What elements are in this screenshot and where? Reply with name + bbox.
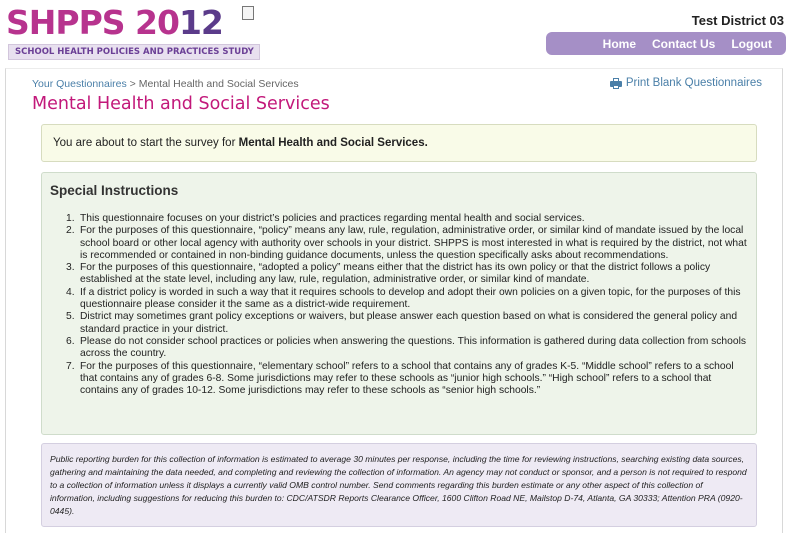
instruction-item: 6. Please do not consider school practices or policies when answering the questions. This information is gathered during data collection from schools across the country. xyxy=(66,335,747,360)
nav-contact-link[interactable]: Contact Us xyxy=(652,36,716,51)
logo-tagline: SCHOOL HEALTH POLICIES AND PRACTICES STUDY xyxy=(15,47,254,57)
instruction-item: 1. This questionnaire focuses on your district’s policies and practices regarding mental health and social services. xyxy=(66,213,585,224)
breadcrumb-current: Mental Health and Social Services xyxy=(138,78,299,90)
page-title: Mental Health and Social Services xyxy=(32,94,330,114)
district-name: Test District 03 xyxy=(691,13,784,28)
flag-icon xyxy=(242,6,254,20)
instruction-item: 4. If a district policy is worded in such a way that it requires schools to develop and adopt their own policies on a given topic, for the purposes of this questionnaire please consider it the same as a district-wide requirement. xyxy=(66,286,741,311)
instructions-list xyxy=(66,213,750,397)
main-content xyxy=(5,68,783,533)
instruction-item: 2. For the purposes of this questionnaire, “policy” means any law, rule, regulation, administrative order, or similar kind of mandate issued by the local school board or other local agency with authority over schools in your district. SHPPS is most interested in what is required by the district, not what is recommended or contained in non-binding guidance documents, unless the question specifically asks about recommendations. xyxy=(66,225,747,261)
print-blank-questionnaires-link[interactable] xyxy=(610,77,762,89)
printer-icon xyxy=(610,78,622,89)
instruction-item: 3. For the purposes of this questionnaire, “adopted a policy” means either that the district has its own policy or that the district follows a policy established at the state level, including any law, rule, regulation, administrative order, or similar kind of mandate. xyxy=(66,262,711,286)
nav-logout-link[interactable]: Logout xyxy=(731,36,772,51)
nav-home-link[interactable]: Home xyxy=(602,36,636,51)
breadcrumb-link-questionnaires[interactable]: Your Questionnaires xyxy=(32,78,127,90)
logo-band xyxy=(8,44,260,60)
survey-intro-box xyxy=(41,124,757,162)
top-navigation xyxy=(546,32,786,55)
instruction-item: 7. For the purposes of this questionnaire, “elementary school” refers to a school that contains any of grades K-5. “Middle school” refers to a school that contains any of grades 6-8. Some jurisdictions may refer to these schools as “junior high schools.” “High school” refers to a school that contains any of grades 10-12. Some jurisdictions may refer to these schools as “senior high schools.” xyxy=(66,360,734,397)
instructions-heading: Special Instructions xyxy=(50,183,179,198)
page-header xyxy=(0,0,794,66)
logo-title: SHPPS 2012 xyxy=(6,3,223,42)
burden-statement: Public reporting burden for this collection of information is estimated to average 30 minutes per response, including the time for reviewing instructions, searching existing data sources, gathering and maintaining the data needed, and completing and reviewing the collection of information. An agency may not conduct or sponsor, and a person is not required to respond to a collection of information unless it displays a currently valid OMB control number. Send comments regarding this burden estimate or any other aspect of this collection of information, including suggestions for reducing this burden to: CDC/ATSDR Reports Clearance Officer, 1600 Clifton Road NE, Mailstop D-74, Atlanta, GA 30333; Attention PRA (0920-0445). xyxy=(41,443,757,527)
shpps-logo[interactable] xyxy=(6,4,262,60)
print-link-label: Print Blank Questionnaires xyxy=(625,77,762,89)
instruction-item: 5. District may sometimes grant policy exceptions or waivers, but please answer each question based on what is considered the general policy and standard practice in your district. xyxy=(66,311,738,335)
intro-survey-name: Mental Health and Social Services. xyxy=(238,137,428,149)
breadcrumb xyxy=(32,78,299,90)
special-instructions-panel xyxy=(41,172,757,435)
breadcrumb-separator: > xyxy=(126,78,139,90)
intro-text: You are about to start the survey for xyxy=(53,137,239,149)
